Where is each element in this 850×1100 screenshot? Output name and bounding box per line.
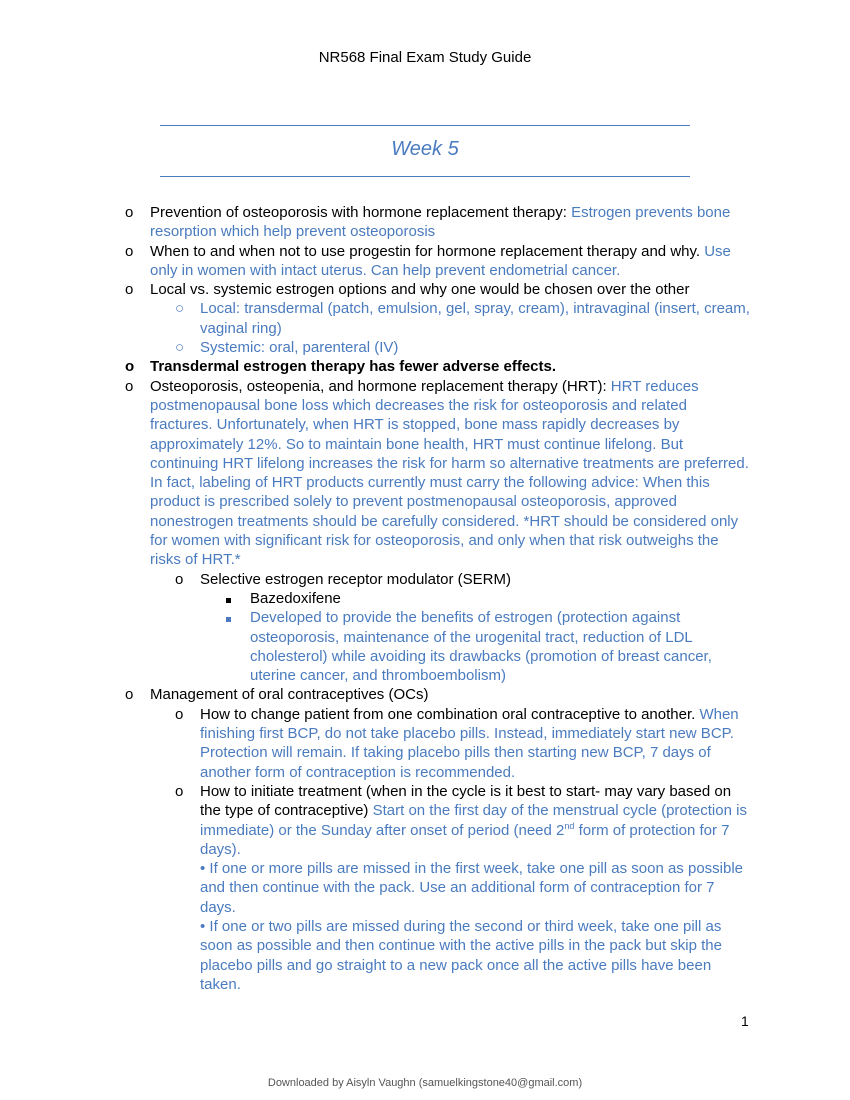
sub-item-local-estrogen bbox=[0, 299, 750, 338]
square-bullet-icon bbox=[226, 589, 231, 608]
question-text: Osteoporosis, osteopenia, and hormone replacement therapy (HRT): bbox=[150, 377, 611, 395]
download-footer: Downloaded by Aisyln Vaughn (samuelkingstone40@gmail.com) bbox=[267, 1077, 583, 1089]
circle-bullet-icon: o bbox=[125, 281, 134, 299]
question-text: Prevention of osteoporosis with hormone replacement therapy: bbox=[150, 204, 572, 221]
page-number: 1 bbox=[741, 1013, 749, 1029]
answer-text: When finishing first BCP, do not take placebo pills. Instead, immediately start new BCP. Protection will remain. If taking placebo pills then starting new BCP, 7 days of another form of contraception is recommended. bbox=[200, 705, 739, 781]
circle-bullet-icon: o bbox=[125, 377, 134, 395]
circle-bullet-icon: o bbox=[125, 686, 134, 704]
sub-sub-item-bazedoxifene bbox=[0, 589, 750, 608]
answer-text: Developed to provide the benefits of estrogen (protection against osteoporosis, maintenance of the urogenital tract, reduction of LDL cholesterol) while avoiding its drawbacks (promotion of breast cancer, uterine cancer, and thromboembolism) bbox=[250, 609, 712, 685]
sub-item-serm bbox=[0, 570, 750, 589]
serm-text: Selective estrogen receptor modulator (SERM) bbox=[200, 570, 511, 588]
study-guide-content bbox=[0, 203, 850, 994]
note-text: Transdermal estrogen therapy has fewer adverse effects. bbox=[150, 358, 557, 376]
missed-pill-first-week: • If one or more pills are missed in the first week, take one pill as soon as possible and then continue with the pack. Use an additional form of contraception for 7 days. bbox=[200, 860, 744, 916]
open-circle-bullet-icon: ○ bbox=[175, 300, 185, 318]
circle-bullet-icon: o bbox=[175, 705, 184, 723]
divider-bottom bbox=[160, 176, 690, 177]
answer-text: Systemic: oral, parenteral (IV) bbox=[200, 339, 399, 357]
sub-item-initiate-treatment bbox=[0, 782, 750, 994]
list-item-oral-contraceptives bbox=[0, 685, 750, 704]
missed-pill-second-third-week: • If one or two pills are missed during the second or third week, take one pill as soon as possible and then continue with the active pills in the pack but skip the placebo pills and go straight to a new pack once all the active pills have been taken. bbox=[200, 917, 722, 993]
answer-text: Start on the first day of the menstrual cycle (protection is immediate) or the Sunday after onset of period (need 2nd form of protection for 7 days). bbox=[200, 802, 747, 858]
square-bullet-icon bbox=[226, 608, 231, 627]
circle-bullet-icon: o bbox=[125, 242, 134, 260]
sub-sub-item-bazedoxifene-note bbox=[0, 608, 750, 685]
question-text: Management of oral contraceptives (OCs) bbox=[150, 686, 429, 704]
sub-item-systemic-estrogen bbox=[0, 338, 750, 357]
question-text: When to and when not to use progestin for hormone replacement therapy and why. bbox=[150, 242, 705, 260]
question-text: How to change patient from one combination oral contraceptive to another. bbox=[200, 705, 700, 723]
section-heading: Week 5 bbox=[391, 138, 459, 160]
circle-bullet-icon: o bbox=[175, 570, 184, 588]
question-text: Local vs. systemic estrogen options and why one would be chosen over the other bbox=[150, 281, 690, 299]
answer-text: Estrogen prevents bone resorption which help prevent osteoporosis bbox=[150, 204, 731, 241]
list-item-local-vs-systemic bbox=[0, 280, 750, 299]
circle-bullet-icon: o bbox=[125, 358, 135, 376]
list-item-osteoporosis-prevention bbox=[0, 203, 750, 242]
open-circle-bullet-icon: ○ bbox=[175, 339, 185, 357]
list-item-progestin bbox=[0, 242, 750, 281]
page-header: NR568 Final Exam Study Guide bbox=[318, 49, 532, 66]
answer-text: HRT reduces postmenopausal bone loss which decreases the risk for osteoporosis and related fractures. Unfortunately, when HRT is stopped, bone mass rapidly decreases by approximately 12%. So to maintain bone health, HRT must continue lifelong. But continuing HRT lifelong increases the risk for harm so alternative treatments are preferred. In fact, labeling of HRT products currently must carry the following advice: When this product is prescribed solely to prevent postmenopausal osteoporosis, approved nonestrogen treatments should be carefully considered. *HRT should be considered only for women with significant risk for osteoporosis, and only when that risk outweighs the risks of HRT.* bbox=[150, 377, 749, 569]
circle-bullet-icon: o bbox=[175, 782, 184, 800]
list-item-transdermal-note bbox=[0, 357, 750, 376]
list-item-osteoporosis-hrt bbox=[0, 377, 750, 570]
question-text: How to initiate treatment (when in the cycle is it best to start- may vary based on the type of contraceptive) bbox=[200, 782, 732, 820]
circle-bullet-icon: o bbox=[125, 204, 134, 221]
drug-name: Bazedoxifene bbox=[250, 589, 341, 607]
divider-top bbox=[160, 125, 690, 126]
answer-text: Use only in women with intact uterus. Can help prevent endometrial cancer. bbox=[150, 242, 731, 279]
answer-text: Local: transdermal (patch, emulsion, gel, spray, cream), intravaginal (insert, cream, vaginal ring) bbox=[200, 300, 750, 337]
sub-item-change-oc bbox=[0, 705, 750, 782]
